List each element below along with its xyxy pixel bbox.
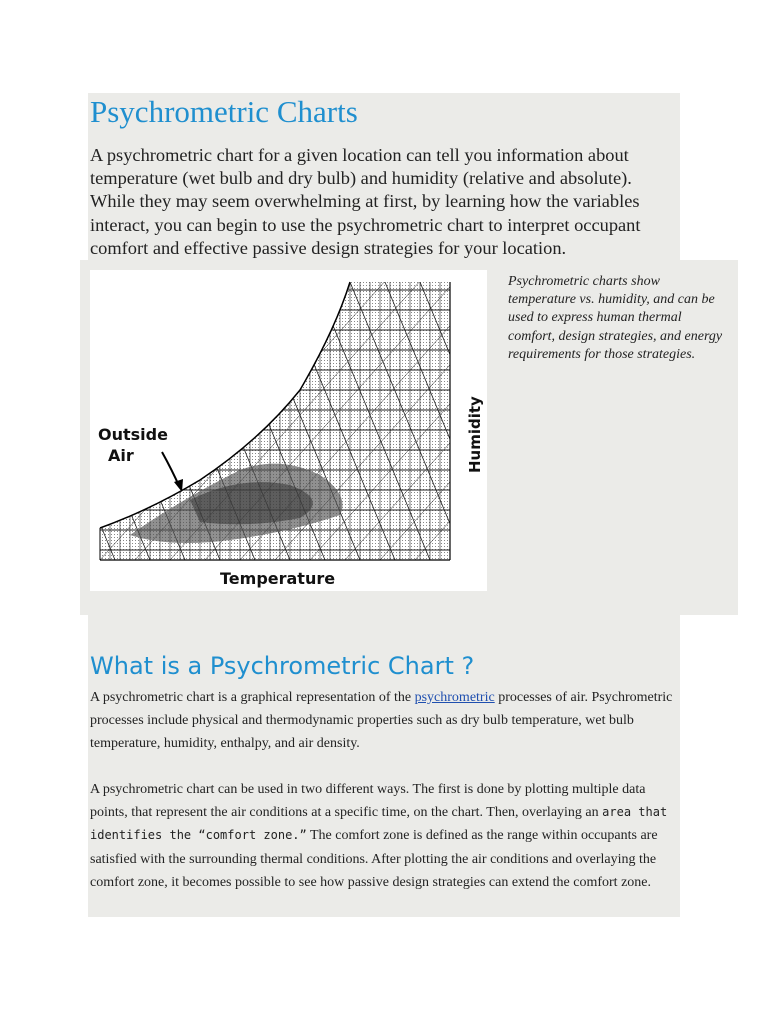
p1-text-start: A psychrometric chart is a graphical representation of the [90, 690, 415, 705]
outside-air-label-1: Outside [98, 425, 168, 444]
psychrometric-chart-image [90, 270, 487, 591]
psychrometric-chart-graphic [90, 270, 487, 591]
page-title: Psychrometric Charts [90, 94, 358, 129]
intro-paragraph: A psychrometric chart for a given location can tell you information about temperature (wet bulb and dry bulb) and humidity (relative and absolute). While they may seem overwhelming at first, by learning how the variables interact, you can begin to use the psychrometric chart to interpret occupant comfort and effective passive design strategies for your location. [90, 145, 641, 258]
section-heading: What is a Psychrometric Chart ? [90, 652, 475, 680]
outside-air-label-2: Air [108, 446, 134, 465]
paragraph-usage [90, 778, 675, 894]
figure-caption: Psychrometric charts show temperature vs. humidity, and can be used to express human thermal comfort, design strategies, and energy requirements for those strategies. [508, 274, 723, 362]
p2-comfort-zone-phrase: area that identifies the “comfort zone.” [90, 805, 668, 843]
psychrometric-link[interactable]: psychrometric [414, 690, 495, 705]
paragraph-definition [90, 686, 675, 756]
humidity-axis-label: Humidity [466, 396, 484, 473]
p2-text-start: A psychrometric chart can be used in two different ways. The first is done by plotting multiple data points, that represent the air conditions at a specific time, on the chart. Then, overlaying an [90, 782, 646, 821]
p1-text-end: processes of air. Psychrometric processes include physical and thermodynamic properties such as dry bulb temperature, wet bulb temperature, humidity, enthalpy, and air density. [90, 690, 673, 752]
temperature-axis-label: Temperature [220, 569, 336, 588]
p2-text-end: The comfort zone is defined as the range within occupants are satisfied with the surrounding thermal conditions. After plotting the air conditions and overlaying the comfort zone, it becomes possible to see how passive design strategies can extend the comfort zone. [90, 828, 658, 890]
